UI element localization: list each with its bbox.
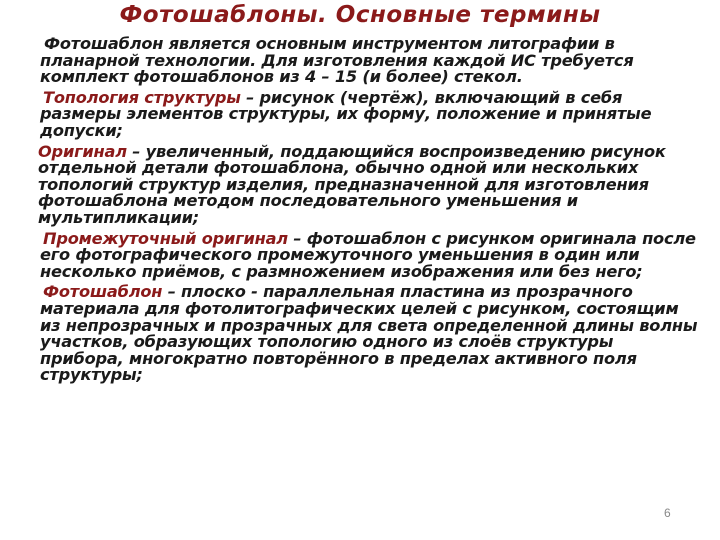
paragraph-topology xyxy=(40,87,702,140)
slide-title: Фотошаблоны. Основные термины xyxy=(119,2,601,28)
term-intermediate-original: Промежуточный оригинал xyxy=(43,228,288,248)
paragraph-intermediate-original xyxy=(40,228,702,281)
term-topology: Топология структуры xyxy=(43,87,241,107)
paragraph-text: – увеличенный, поддающийся воспроизведению рисунок отдельной детали фотошаблона, обычно одной или нескольких топологий структур изделия, предназначенной для изготовления фотошаблона методом последовательного уменьшения и мультипликации; xyxy=(38,141,666,227)
paragraph-text: – плоско - параллельная пластина из прозрачного материала для фотолитографических целей с рисунком, состоящим из непрозрачных и прозрачных для света определенной длины волны участков, образующих топологию одного из слоёв структуры прибора, многократно повторённого в пределах активного поля структуры; xyxy=(40,282,698,385)
paragraph-photomask xyxy=(40,284,702,384)
term-photomask: Фотошаблон xyxy=(43,282,163,302)
paragraph-text: – фотошаблон с рисунком оригинала после его фотографического промежуточного уменьшения в один или несколько приёмов, с размножением изображения или без него; xyxy=(40,228,696,281)
slide-body xyxy=(40,36,702,388)
term-original: Оригинал xyxy=(38,141,127,161)
paragraph-intro xyxy=(40,36,702,86)
paragraph-original xyxy=(38,141,702,227)
page-number: 6 xyxy=(664,506,671,520)
paragraph-text: Фотошаблон является основным инструментом литографии в планарной технологии. Для изготовления каждой ИС требуется комплект фотошаблонов из 4 – 15 (и более) стекол. xyxy=(40,34,634,87)
paragraph-text: – рисунок (чертёж), включающий в себя размеры элементов структуры, их форму, положение и принятые допуски; xyxy=(40,87,652,140)
